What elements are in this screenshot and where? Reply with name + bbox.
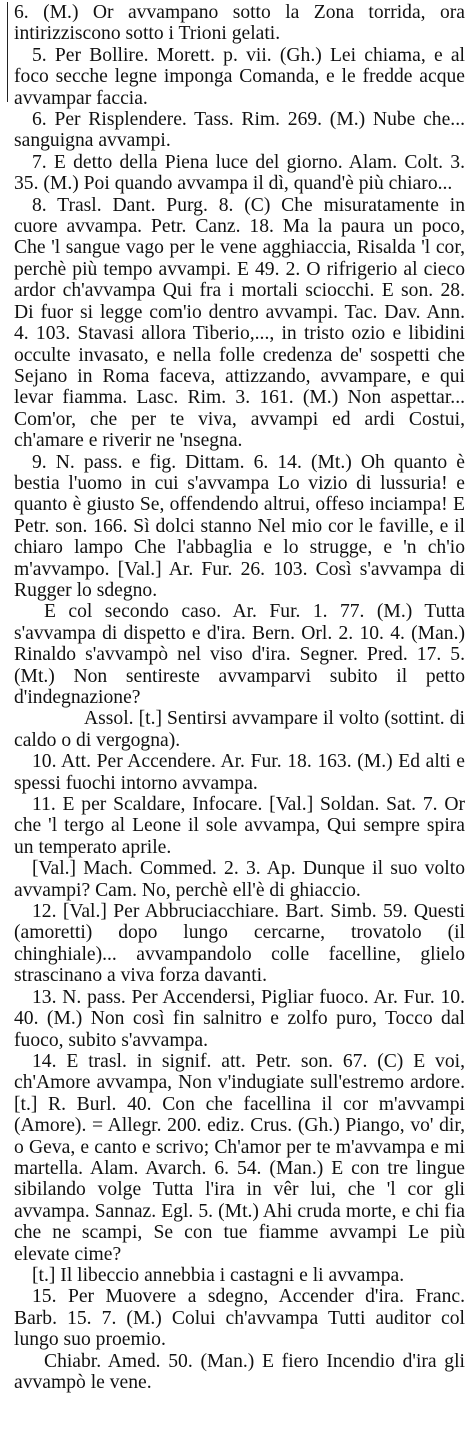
- entry-sense-12: 12. [Val.] Per Abbruciacchiare. Bart. Simb. 59. Questi (amoretti) dopo lungo cercarne, trovatolo (il chinghiale)... avvampandolo colle facelline, glielo strascinano a viva forza davanti.: [14, 901, 465, 987]
- entry-sense-13: 13. N. pass. Per Accendersi, Pigliar fuoco. Ar. Fur. 10. 40. (M.) Non così fin salnitro e zolfo puro, Tocco dal fuoco, subito s'avvampa.: [14, 986, 465, 1051]
- entry-sense-11-example: [Val.] Mach. Commed. 2. 3. Ap. Dunque il suo volto avvampi? Cam. No, perchè ell'è di ghiaccio.: [14, 858, 465, 901]
- entry-sense-6-continued: 6. (M.) Or avvampano sotto la Zona torrida, ora intirizziscono sotto i Trioni gelati.: [14, 2, 465, 45]
- entry-sense-15-example: Chiabr. Amed. 50. (Man.) E fiero Incendio d'ira gli avvampò le vene.: [14, 1350, 465, 1393]
- entry-sense-14: 14. E trasl. in signif. att. Petr. son. 67. (C) E voi, ch'Amore avvampa, Non v'indugiate sull'estremo ardore. [t.] R. Burl. 40. Con che facellina il cor m'avvampi (Amore). = Allegr. 200. ediz. Crus. (Gh.) Piango, vo' dir, o Geva, e canto e scrivo; Ch'amor per te m'avvampa e mi martella. Alam. Avarch. 6. 54. (Man.) E con tre lingue sibilando volge Tutta l'ira in vêr lui, che 'l cor gli avvampa. Sannaz. Egl. 5. (Mt.) Ahi cruda morte, e chi fia che ne scampi, Se con tue fiamme avvampi Le più elevate cime?: [14, 1050, 465, 1265]
- entry-sense-14-example: [t.] Il libeccio annebbia i castagni e li avvampa.: [32, 1264, 405, 1286]
- entry-sense-9-second-case: E col secondo caso. Ar. Fur. 1. 77. (M.) Tutta s'avvampa di dispetto e d'ira. Bern. Orl. 2. 10. 4. (Man.) Rinaldo s'avvampò nel viso d'ira. Segner. Pred. 17. 5. (Mt.) Non sentireste avvamparvi subito il petto d'indegnazione?: [14, 601, 465, 708]
- entry-sense-8: 8. Trasl. Dant. Purg. 8. (C) Che misuratamente in cuore avvampa. Petr. Canz. 18. Ma la paura un poco, Che 'l sangue vago per le vene agghiaccia, Risalda 'l cor, perchè più tempo avvampi. E 49. 2. O rifrigerio al cieco ardor ch'avvampa Qui fra i mortali sciocchi. E son. 28. Di fuor si legge com'io dentro avvampi. Tac. Dav. Ann. 4. 103. Stavasi allora Tiberio,..., in tristo ozio e libidini occulte invasato, e nella folle credenza de' sospetti che Sejano in Roma faceva, attizzando, avvampare, e qui levar fiamma. Lasc. Rim. 3. 161. (M.) Non aspettar... Com'or, che per te viva, avvampi ed ardi Costui, ch'amare e riverir ne 'nsegna.: [14, 194, 465, 452]
- entry-sense-9: 9. N. pass. e fig. Dittam. 6. 14. (Mt.) Oh quanto è bestia l'uomo in cui s'avvampa Lo vizio di lussuria! e quanto è giusto Se, offendendo altrui, offeso inciampa! E Petr. son. 166. Sì dolci stanno Nel mio cor le faville, e il chiaro lampo Che l'abbaglia e lo strugge, e 'n ch'io m'avvampo. [Val.] Ar. Fur. 26. 103. Così s'avvampa di Rugger lo sdegno.: [14, 451, 465, 601]
- entry-sense-15: 15. Per Muovere a sdegno, Accender d'ira. Franc. Barb. 15. 7. (M.) Colui ch'avvampa Tutti auditor col lungo suo proemio.: [14, 1286, 465, 1351]
- entry-sense-5: 5. Per Bollire. Morett. p. vii. (Gh.) Lei chiama, e al foco secche legne imponga Comanda, e le fredde acque avvampar faccia.: [14, 44, 465, 109]
- entry-sense-7: 7. E detto della Piena luce del giorno. Alam. Colt. 3. 35. (M.) Poi quando avvampa il dì, quand'è più chiaro...: [14, 151, 465, 195]
- entry-sense-9-assol: Assol. [t.] Sentirsi avvampare il volto (sottint. di caldo o di vergogna).: [14, 708, 465, 751]
- entry-sense-10: 10. Att. Per Accendere. Ar. Fur. 18. 163. (M.) Ed alti e spessi fuochi intorno avvampa.: [14, 751, 465, 794]
- entry-sense-11: 11. E per Scaldare, Infocare. [Val.] Soldan. Sat. 7. Or che 'l tergo al Leone il sole avvampa, Qui sempre spira un temperato aprile.: [14, 794, 465, 858]
- column-rule: [7, 2, 8, 102]
- entry-sense-6: 6. Per Risplendere. Tass. Rim. 269. (M.) Nube che... sanguigna avvampi.: [14, 109, 465, 152]
